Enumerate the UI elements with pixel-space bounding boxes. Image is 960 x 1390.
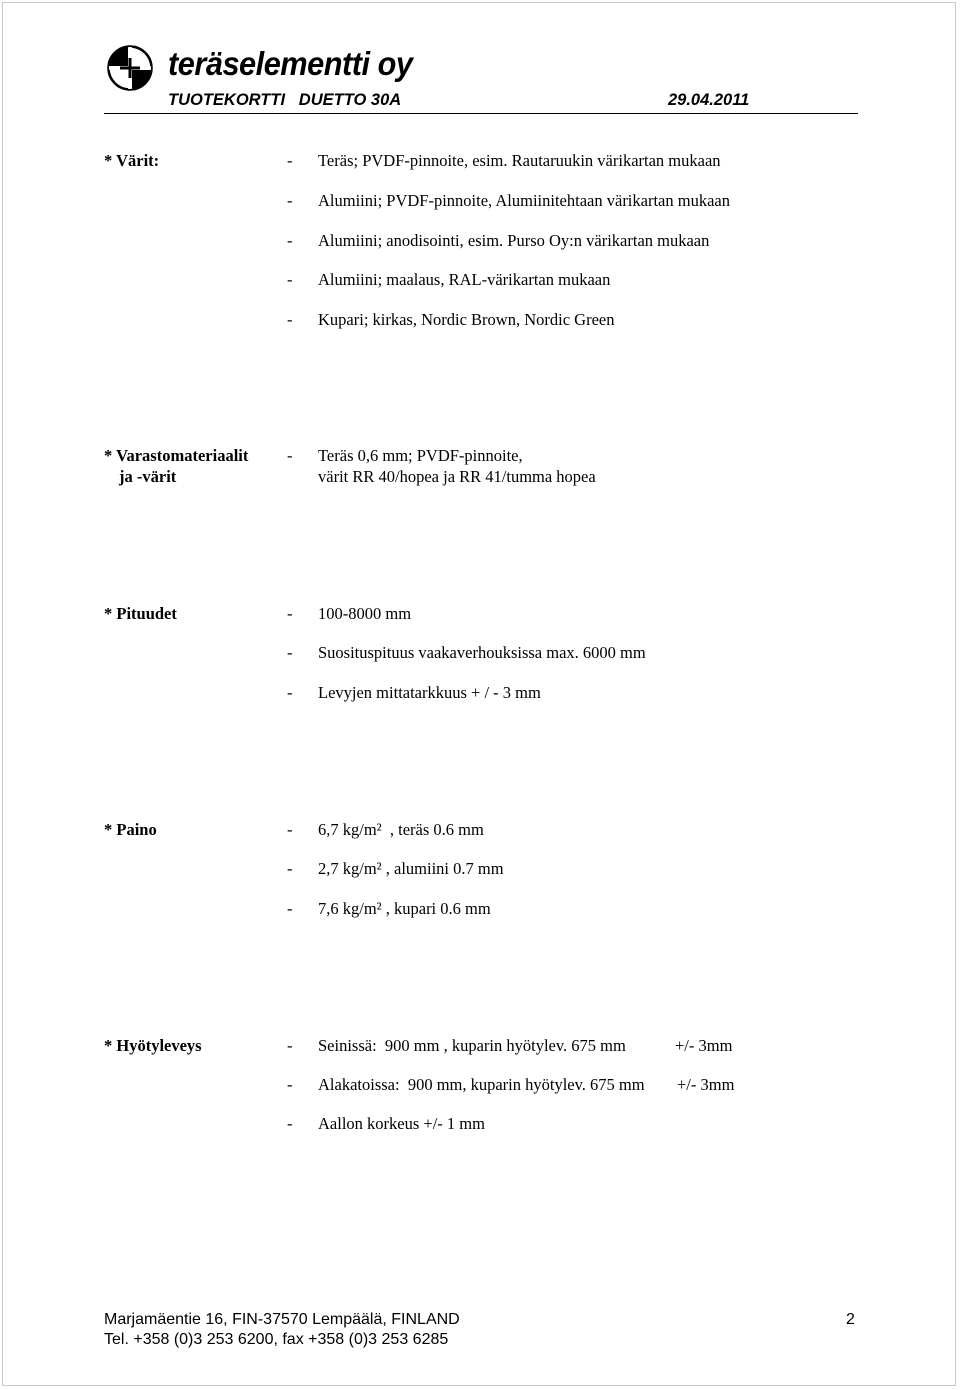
page-number: 2 (846, 1311, 855, 1328)
list-dash: - (287, 151, 293, 170)
section-label-varasto: * Varastomateriaalit (104, 446, 249, 465)
section-label-hyotyleveys: * Hyötyleveys (104, 1036, 202, 1055)
list-item: Alumiini; PVDF-pinnoite, Alumiinitehtaan värikartan mukaan (318, 191, 730, 210)
list-dash: - (287, 604, 293, 623)
section-label-pituudet: * Pituudet (104, 604, 177, 623)
document-date: 29.04.2011 (668, 91, 750, 109)
list-dash: - (287, 643, 293, 662)
list-item: Levyjen mittatarkkuus + / - 3 mm (318, 683, 541, 702)
list-item: 100-8000 mm (318, 604, 412, 623)
list-item: Alumiini; maalaus, RAL-värikartan mukaan (318, 270, 611, 289)
list-dash: - (287, 1114, 293, 1133)
list-item: Teräs; PVDF-pinnoite, esim. Rautaruukin värikartan mukaan (318, 151, 721, 170)
list-item-continuation: värit RR 40/hopea ja RR 41/tumma hopea (318, 467, 596, 486)
section-label-paino: * Paino (104, 820, 157, 839)
list-item: Teräs 0,6 mm; PVDF-pinnoite, (318, 446, 523, 465)
list-dash: - (287, 1036, 293, 1055)
list-dash: - (287, 270, 293, 289)
list-item: Alakatoissa: 900 mm, kuparin hyötylev. 675 mm (318, 1075, 645, 1094)
company-brand-name: teräselementti oy (168, 45, 413, 82)
section-label-varit: * Värit: (104, 151, 160, 170)
list-dash: - (287, 820, 293, 839)
list-item: 2,7 kg/m² , alumiini 0.7 mm (318, 859, 504, 878)
list-item: 6,7 kg/m² , teräs 0.6 mm (318, 820, 484, 839)
footer-address: Marjamäentie 16, FIN-37570 Lempäälä, FINLAND (104, 1311, 460, 1328)
list-item: 7,6 kg/m² , kupari 0.6 mm (318, 899, 491, 918)
list-dash: - (287, 231, 293, 250)
list-item: Seinissä: 900 mm , kuparin hyötylev. 675 mm (318, 1036, 626, 1055)
list-item: Aallon korkeus +/- 1 mm (318, 1114, 485, 1133)
list-item: Kupari; kirkas, Nordic Brown, Nordic Green (318, 310, 615, 329)
list-item: Suosituspituus vaakaverhouksissa max. 6000 mm (318, 643, 646, 662)
list-dash: - (287, 683, 293, 702)
list-dash: - (287, 1075, 293, 1094)
tolerance-value: +/- 3mm (677, 1075, 735, 1094)
list-item: Alumiini; anodisointi, esim. Purso Oy:n värikartan mukaan (318, 231, 710, 250)
list-dash: - (287, 446, 293, 465)
section-label-varasto-line2: ja -värit (119, 467, 177, 486)
list-dash: - (287, 859, 293, 878)
company-logo-icon (106, 44, 154, 92)
product-card-title: TUOTEKORTTI DUETTO 30A (168, 91, 402, 109)
list-dash: - (287, 310, 293, 329)
list-dash: - (287, 191, 293, 210)
header-divider (104, 113, 858, 114)
list-dash: - (287, 899, 293, 918)
tolerance-value: +/- 3mm (675, 1036, 733, 1055)
footer-phone: Tel. +358 (0)3 253 6200, fax +358 (0)3 253 6285 (104, 1331, 449, 1348)
